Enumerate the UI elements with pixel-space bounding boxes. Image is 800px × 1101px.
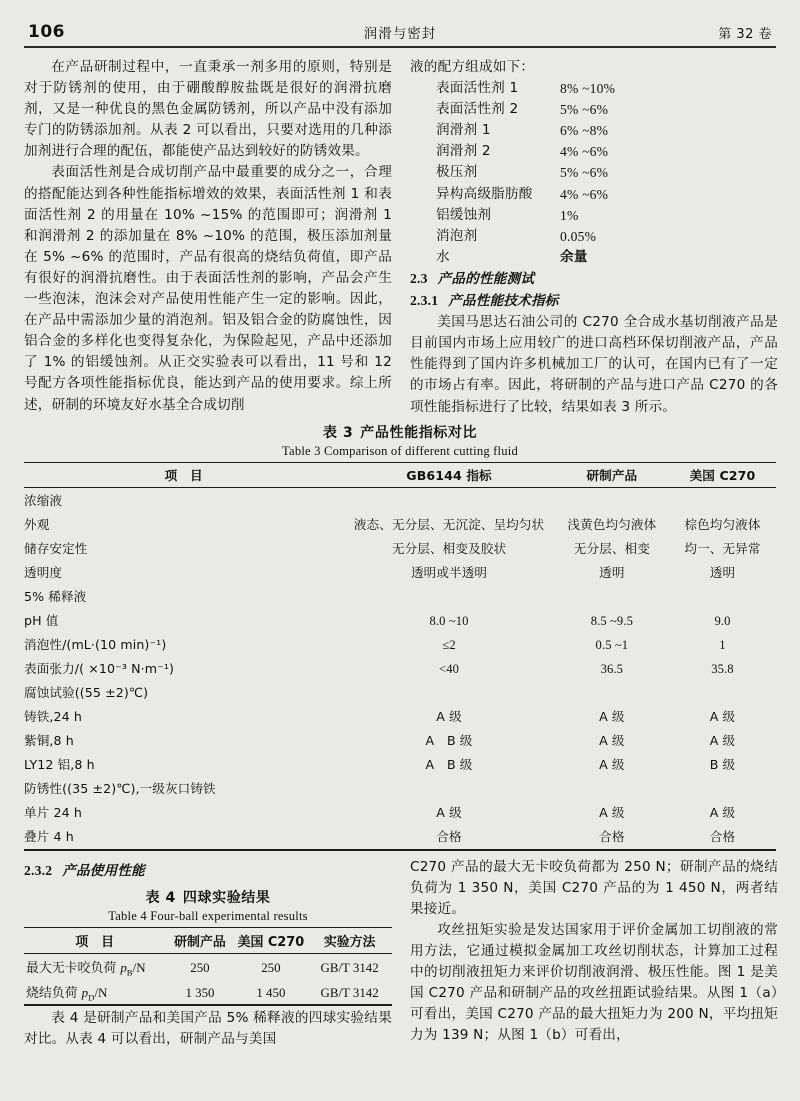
- table-row: [24, 536, 776, 560]
- formula-item-value: 5% ~6%: [560, 165, 609, 181]
- heading-2-3-1: [410, 290, 778, 312]
- formula-intro: 液的配方组成如下：: [410, 59, 535, 75]
- header-rule: [24, 46, 776, 48]
- left-column-lower: [24, 857, 392, 1050]
- table-3-cell-dev: 8.5 ~9.5: [590, 614, 633, 629]
- table-3-cell-item: 透明度: [24, 565, 63, 581]
- table-3-cell-dev: A 级: [599, 733, 625, 749]
- table-4-header-item: 项 目: [75, 934, 114, 950]
- table-3-cell-us: A 级: [709, 805, 736, 821]
- table-3-cell-dev: [555, 680, 669, 704]
- table-row: [24, 584, 776, 608]
- bottom-right-paragraph-2: 攻丝扭矩实验是发达国家用于评价金属加工切削液的常用方法，它通过模拟金属加工攻丝切削状态，计算加工过程中的切削液扭矩力来评价切削液润滑、极压性能。图 1 是美国 C270 产品和研制产品的攻丝扭距试验结果。从图 1（a）可看出，美国 C270 产品的最大扭矩力为 200 N，平均扭矩力为 139 N；从图 1（b）可看出，: [410, 921, 778, 1044]
- table-3-cell-us: 合格: [709, 829, 736, 845]
- table-3-header-gb: GB6144 指标: [406, 468, 492, 484]
- formula-item: [436, 226, 778, 247]
- table-3-cell-us: 均一、无异常: [684, 541, 761, 557]
- formula-item-name: 铝缓蚀剂: [436, 206, 492, 223]
- table-3-cell-gb: 透明或半透明: [410, 565, 488, 581]
- right-column-upper: [410, 57, 778, 418]
- table-4-item-unit: /N: [94, 985, 108, 1000]
- table-4: [24, 927, 392, 1004]
- right-column-lower: [410, 857, 778, 1050]
- volume-label: 第 32 卷: [718, 27, 772, 42]
- table-4-header-us: 美国 C270: [237, 934, 305, 950]
- table-3-bottom-rule: [24, 849, 776, 851]
- table-3-cell-item: LY12 铝,8 h: [24, 757, 95, 773]
- table-row: [24, 979, 392, 1004]
- table-3-cell-gb: 无分层、相变及胶状: [391, 541, 507, 557]
- table-3-cell-gb: [343, 680, 554, 704]
- formula-item-name: 表面活性剂 2: [436, 101, 519, 118]
- formula-item: [436, 120, 778, 141]
- formula-item: [436, 99, 778, 120]
- table-3-cell-gb: A 级: [436, 709, 462, 725]
- heading-2-3-2-text: 产品使用性能: [62, 862, 145, 879]
- table-3-cell-dev: 0.5 ~1: [595, 638, 629, 653]
- heading-2-3-1-text: 产品性能技术指标: [448, 293, 559, 310]
- table-3-head: [24, 462, 776, 487]
- table-3-cell-item: 单片 24 h: [24, 805, 82, 821]
- table-3-cell-item: 腐蚀试验((55 ±2)℃): [24, 685, 149, 701]
- table-4-cell-dev: 250: [190, 960, 210, 975]
- table-3-cell-us: 棕色均匀液体: [684, 517, 761, 533]
- table-row: [24, 560, 776, 584]
- table-3-cell-item: 防锈性((35 ±2)℃),一级灰口铸铁: [24, 781, 216, 797]
- table-3-cell-gb: 液态、无分层、无沉淀、呈均匀状: [353, 517, 545, 533]
- table-4-header-dev: 研制产品: [174, 934, 226, 950]
- upper-columns: [24, 57, 776, 418]
- formula-item-name: 异构高级脂肪酸: [436, 185, 533, 202]
- table-row: [24, 704, 776, 728]
- formula-list: [410, 78, 778, 268]
- table-4-bottom-rule: [24, 1004, 392, 1006]
- table-4-number: 表 4: [145, 889, 176, 906]
- formula-item-value: 6% ~8%: [560, 123, 609, 139]
- formula-item-value: 0.05%: [560, 228, 597, 244]
- table-row: [24, 776, 776, 800]
- table-3-cell-dev: 合格: [599, 829, 625, 845]
- table-3-cell-gb: ≤2: [442, 638, 456, 653]
- table-4-caption: 四球实验结果: [182, 889, 271, 906]
- table-3-cell-item: 铸铁,24 h: [24, 709, 82, 725]
- table-row: [24, 656, 776, 680]
- formula-item-name: 消泡剂: [436, 227, 478, 244]
- table-row: [24, 608, 776, 632]
- formula-item-name: 水: [436, 248, 450, 265]
- table-3: [24, 462, 776, 848]
- table-3-header-item: 项 目: [164, 468, 203, 484]
- table-4-item-subscript: D: [88, 992, 95, 1003]
- formula-item: [436, 205, 778, 226]
- table-3-body: [24, 487, 776, 848]
- table-4-item-text: 烧结负荷: [26, 985, 82, 1001]
- table-3-title-en: Table 3 Comparison of different cutting fluid: [282, 443, 518, 458]
- table-4-title-en: Table 4 Four-ball experimental results: [108, 908, 308, 923]
- table-3-cell-dev: [555, 776, 669, 800]
- table-3-header-us: 美国 C270: [689, 468, 756, 484]
- heading-2-3-text: 产品的性能测试: [437, 270, 535, 287]
- table-3-cell-gb: <40: [439, 662, 460, 677]
- table-3-cell-dev: A 级: [599, 805, 625, 821]
- table-4-item-symbol: p: [120, 960, 127, 975]
- right-paragraph-1: 美国马思达石油公司的 C270 全合成水基切削液产品是目前国内市场上应用较广的进口高档环保切削液产品，产品性能得到了国内许多机械加工厂的认可，在国内已有了一定的市场占有率。因此，将研制的产品与进口产品 C270 的各项性能指标进行了比较，结果如表 3 所示。: [410, 314, 778, 415]
- table-3-caption: 产品性能指标对比: [360, 424, 478, 441]
- table-3-cell-dev: 浅黄色均匀液体: [567, 517, 657, 533]
- running-head: [28, 0, 772, 46]
- table-3-cell-gb: A 级: [436, 805, 462, 821]
- bottom-left-paragraph: 表 4 是研制产品和美国产品 5% 稀释液的四球实验结果对比。从表 4 可以看出，研制产品与美国: [24, 1009, 392, 1047]
- formula-item: [436, 162, 778, 183]
- table-4-head: [24, 927, 392, 953]
- table-4-title-cn: [24, 887, 392, 907]
- table-3-cell-us: [669, 776, 776, 800]
- table-3-cell-dev: A 级: [599, 757, 625, 773]
- table-3-cell-item: 储存安定性: [24, 541, 88, 557]
- table-4-header-method: 实验方法: [323, 934, 376, 950]
- table-3-cell-gb: 合格: [436, 829, 462, 845]
- formula-item: [436, 78, 778, 99]
- left-paragraph-1: 在产品研制过程中，一直秉承一剂多用的原则，特别是对于防锈剂的使用，由于硼酸醇胺盐既是很好的润滑抗磨剂，又是一种优良的黑色金属防锈剂，所以产品中没有添加专门的防锈添加剂。从表 2 可以看出，只要对选用的几种添加剂进行合理的配伍，都能使产品达到较好的防锈效果。: [24, 59, 392, 160]
- table-row: [24, 487, 776, 512]
- table-3-cell-gb: [343, 487, 554, 512]
- table-4-cell-method: GB/T 3142: [320, 985, 379, 1000]
- table-3-cell-us: [669, 680, 776, 704]
- heading-2-3-2-number: 2.3.2: [24, 862, 53, 878]
- table-4-item-symbol: p: [81, 985, 89, 1000]
- page-number: 106: [28, 22, 65, 42]
- table-row: [24, 800, 776, 824]
- table-4-cell-item: [24, 979, 165, 1004]
- table-3-cell-dev: A 级: [599, 709, 625, 725]
- table-3-cell-us: 1: [719, 638, 726, 653]
- table-3-block: [24, 422, 776, 851]
- left-column-upper: [24, 57, 392, 418]
- table-3-cell-gb: [343, 584, 554, 608]
- table-3-cell-dev: 36.5: [600, 662, 624, 677]
- journal-title: 润滑与密封: [363, 26, 437, 42]
- formula-item-value: 8% ~10%: [560, 81, 616, 97]
- table-3-cell-us: A 级: [709, 733, 736, 749]
- table-3-cell-item: 消泡性/(mL·(10 min)⁻¹): [24, 637, 167, 653]
- bottom-right-paragraph-1: C270 产品的最大无卡咬负荷都为 250 N；研制产品的烧结负荷为 1 350 N，美国 C270 产品的为 1 450 N，两者结果接近。: [410, 858, 778, 917]
- formula-item-name: 表面活性剂 1: [436, 80, 519, 97]
- heading-2-3-number: 2.3: [410, 270, 428, 286]
- table-4-cell-item: [24, 953, 165, 979]
- table-3-title-cn: [24, 422, 776, 442]
- formula-item-value: 4% ~6%: [560, 144, 609, 160]
- table-4-header-row: [24, 927, 392, 953]
- formula-item: [436, 141, 778, 162]
- table-3-cell-item: 外观: [24, 517, 50, 533]
- formula-item-value: 余量: [560, 248, 588, 265]
- heading-2-3: [410, 268, 778, 290]
- table-3-header-row: [24, 462, 776, 487]
- table-3-cell-item: 表面张力/( ×10⁻³ N·m⁻¹): [24, 661, 175, 677]
- table-3-number: 表 3: [322, 424, 354, 441]
- table-row: [24, 512, 776, 536]
- table-row: [24, 824, 776, 848]
- table-3-cell-item: pH 值: [24, 613, 59, 629]
- table-4-cell-method: GB/T 3142: [320, 960, 379, 975]
- formula-item-value: 5% ~6%: [560, 102, 609, 118]
- formula-item-name: 润滑剂 1: [436, 122, 491, 139]
- table-3-cell-us: A 级: [709, 709, 736, 725]
- table-4-item-text: 最大无卡咬负荷: [26, 960, 121, 976]
- table-3-cell-us: B 级: [709, 757, 736, 773]
- table-4-cell-dev: 1 350: [185, 985, 215, 1000]
- formula-item-value: 1%: [560, 207, 579, 223]
- table-4-cell-us: 250: [261, 960, 281, 975]
- table-4-item-unit: /N: [132, 960, 146, 975]
- table-row: [24, 953, 392, 979]
- table-3-cell-dev: 无分层、相变: [573, 541, 650, 557]
- table-row: [24, 680, 776, 704]
- table-3-cell-gb: [343, 776, 554, 800]
- heading-2-3-2: [24, 860, 392, 882]
- heading-2-3-1-number: 2.3.1: [410, 293, 439, 309]
- table-4-body: [24, 953, 392, 1004]
- table-4-cell-us: 1 450: [256, 985, 286, 1000]
- table-3-cell-item: 叠片 4 h: [24, 829, 74, 845]
- table-3-cell-dev: [555, 584, 669, 608]
- formula-item-value: 4% ~6%: [560, 186, 609, 202]
- table-3-cell-us: 透明: [709, 565, 736, 581]
- table-3-cell-item: 浓缩液: [24, 493, 63, 509]
- table-3-cell-dev: [555, 487, 669, 512]
- formula-item-name: 润滑剂 2: [436, 143, 491, 160]
- table-3-cell-dev: 透明: [599, 565, 625, 581]
- formula-item: [436, 184, 778, 205]
- table-3-cell-us: 9.0: [714, 614, 731, 629]
- table-3-cell-us: 35.8: [711, 662, 734, 677]
- table-3-cell-gb: A B 级: [425, 757, 473, 773]
- table-3-header-dev: 研制产品: [586, 468, 638, 484]
- table-row: [24, 752, 776, 776]
- table-3-cell-us: [669, 584, 776, 608]
- lower-columns: [24, 857, 776, 1050]
- table-3-cell-gb: 8.0 ~10: [429, 614, 469, 629]
- table-3-cell-us: [669, 487, 776, 512]
- left-paragraph-2: 表面活性剂是合成切削产品中最重要的成分之一，合理的搭配能达到各种性能指标增效的效果，表面活性剂 1 和表面活性剂 2 的用量在 10% ~15% 的范围即可；润滑剂 1 和润滑剂 2 的添加量在 8% ~10% 的范围，极压添加剂量在 5% ~6% 的范围时，产品有很高的烧结负荷值，即产品有很好的润滑抗磨性。由于表面活性剂的影响，产品会产生一些泡沫，泡沫会对产品使用性能产生一定的影响。因此，在产品中需添加少量的消泡剂。铝及铝合金的防腐蚀性，因铝合金的多样化也变得复杂化，为保险起见，产品中还添加了 1% 的铝缓蚀剂。从正交实验表可以看出，11 号和 12 号配方各项性能指标优良，能达到产品的使用要求。综上所述，研制的环境友好水基全合成切削: [24, 164, 392, 413]
- table-3-cell-item: 紫铜,8 h: [24, 733, 74, 749]
- table-3-cell-item: 5% 稀释液: [24, 589, 87, 605]
- formula-item: [436, 247, 778, 268]
- formula-item-name: 极压剂: [436, 164, 478, 181]
- table-row: [24, 632, 776, 656]
- table-3-cell-gb: A B 级: [425, 733, 473, 749]
- table-4-item-subscript: B: [126, 967, 133, 978]
- table-row: [24, 728, 776, 752]
